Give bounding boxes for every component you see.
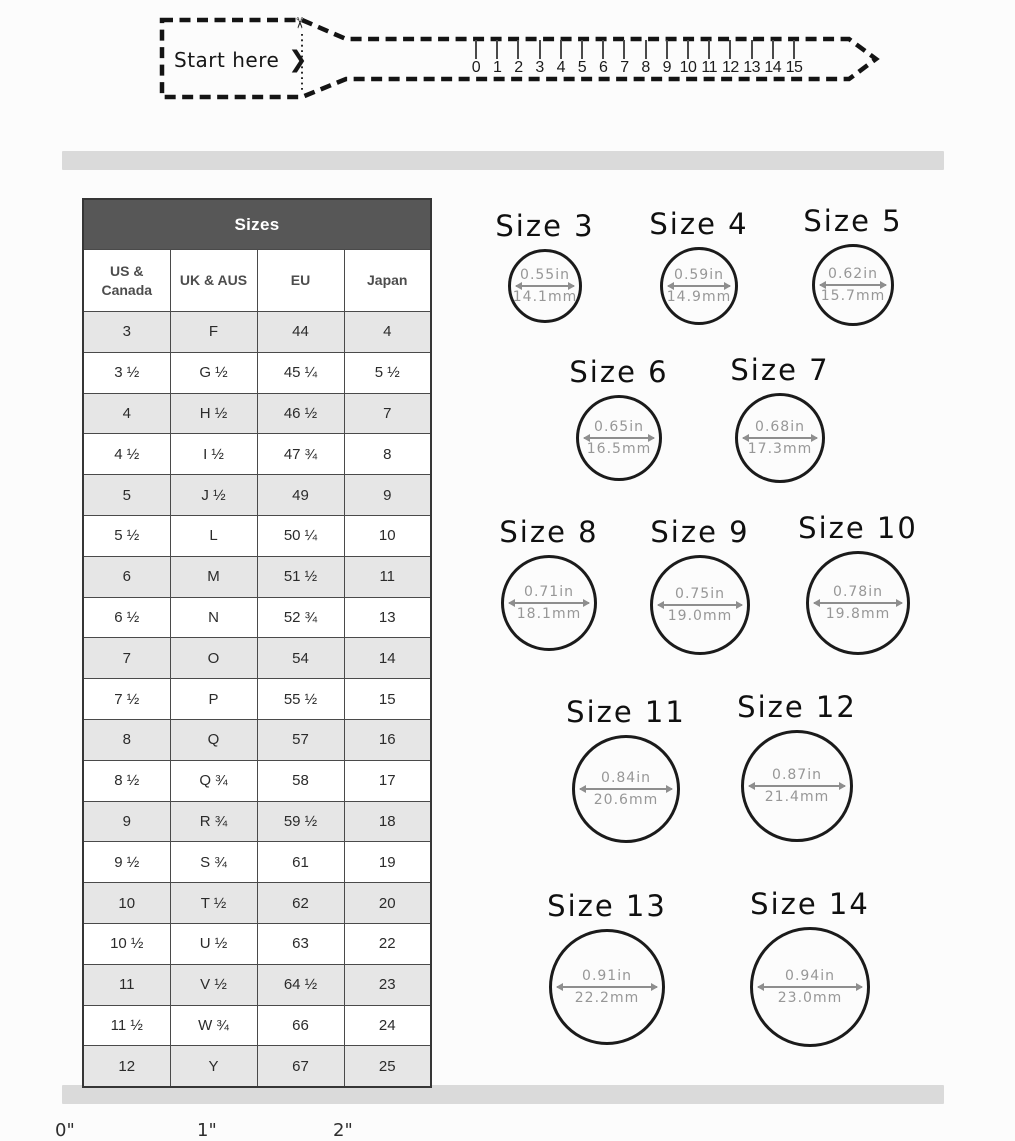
table-cell: 12	[83, 1046, 170, 1087]
table-cell: 7	[344, 393, 431, 434]
diameter-inches: 0.55in	[520, 267, 570, 284]
diameter-inches: 0.59in	[674, 267, 724, 284]
ring-circle	[549, 929, 665, 1045]
diameter-inches: 0.68in	[755, 419, 805, 436]
table-cell: 67	[257, 1046, 344, 1087]
table-cell: 55 ½	[257, 679, 344, 720]
table-cell: 63	[257, 923, 344, 964]
table-cell: 4 ½	[83, 434, 170, 475]
diameter-mm: 19.0mm	[667, 607, 733, 624]
ring-circle	[735, 393, 825, 483]
table-cell: 4	[83, 393, 170, 434]
ring-size-title: Size 4	[649, 207, 749, 241]
ring-size-title: Size 6	[569, 355, 669, 389]
ring-circle	[741, 730, 853, 842]
table-cell: 58	[257, 760, 344, 801]
table-cell: 6 ½	[83, 597, 170, 638]
diameter-mm: 16.5mm	[586, 440, 652, 457]
divider-bar-top	[62, 151, 944, 170]
ruler-tick	[729, 40, 731, 59]
table-row	[83, 352, 431, 393]
diameter-inches: 0.94in	[785, 968, 835, 985]
diameter-inches: 0.91in	[582, 968, 632, 985]
ruler-number: 8	[641, 59, 650, 76]
table-row	[83, 515, 431, 556]
table-cell: 23	[344, 964, 431, 1005]
ruler-tick	[517, 40, 519, 59]
table-cell: 61	[257, 842, 344, 883]
table-cell: 15	[344, 679, 431, 720]
ruler-number: 15	[785, 59, 803, 76]
table-title: Sizes	[83, 199, 431, 250]
table-cell: 3	[83, 312, 170, 353]
table-row	[83, 719, 431, 760]
ring-size-title: Size 8	[499, 515, 599, 549]
table-row	[83, 1005, 431, 1046]
column-header: EU	[257, 250, 344, 312]
table-row	[83, 923, 431, 964]
table-cell: O	[170, 638, 257, 679]
ruler-tick	[623, 40, 625, 59]
table-cell: 45 ¼	[257, 352, 344, 393]
ring-sizer-strip	[0, 0, 1015, 120]
diameter-mm: 18.1mm	[516, 605, 582, 622]
diameter-inches: 0.65in	[594, 419, 644, 436]
table-cell: 9	[83, 801, 170, 842]
ruler-number: 14	[764, 59, 782, 76]
table-cell: 5 ½	[83, 515, 170, 556]
table-cell: 22	[344, 923, 431, 964]
diameter-arrow	[509, 602, 589, 604]
table-cell: P	[170, 679, 257, 720]
bottom-ruler-number: 2"	[333, 1120, 353, 1141]
table-cell: 47 ¾	[257, 434, 344, 475]
diameter-mm: 17.3mm	[747, 440, 813, 457]
table-row	[83, 883, 431, 924]
ruler-number: 12	[721, 59, 739, 76]
table-cell: 16	[344, 719, 431, 760]
table-cell: 20	[344, 883, 431, 924]
table-cell: 10	[344, 515, 431, 556]
ruler-tick	[687, 40, 689, 59]
table-cell: 14	[344, 638, 431, 679]
ruler-tick	[475, 40, 477, 59]
table-cell: G ½	[170, 352, 257, 393]
table-row	[83, 760, 431, 801]
table-cell: 49	[257, 475, 344, 516]
ruler-tick	[708, 40, 710, 59]
ring-circle	[812, 244, 894, 326]
table-cell: 51 ½	[257, 556, 344, 597]
table-cell: T ½	[170, 883, 257, 924]
table-cell: J ½	[170, 475, 257, 516]
table-cell: 8	[83, 719, 170, 760]
table-row	[83, 842, 431, 883]
table-row	[83, 679, 431, 720]
ruler-number: 4	[556, 59, 565, 76]
table-cell: 8	[344, 434, 431, 475]
table-cell: 6	[83, 556, 170, 597]
column-header: Japan	[344, 250, 431, 312]
ruler-number: 2	[514, 59, 523, 76]
diameter-mm: 19.8mm	[825, 605, 891, 622]
table-cell: S ¾	[170, 842, 257, 883]
table-cell: 25	[344, 1046, 431, 1087]
table-cell: 7	[83, 638, 170, 679]
table-cell: 5	[83, 475, 170, 516]
ruler-tick	[602, 40, 604, 59]
table-row	[83, 801, 431, 842]
table-cell: Q ¾	[170, 760, 257, 801]
table-cell: F	[170, 312, 257, 353]
table-cell: 10 ½	[83, 923, 170, 964]
ring-size-title: Size 11	[566, 695, 686, 729]
table-cell: M	[170, 556, 257, 597]
table-cell: 9	[344, 475, 431, 516]
table-cell: 11	[344, 556, 431, 597]
table-cell: W ¾	[170, 1005, 257, 1046]
table-cell: 10	[83, 883, 170, 924]
table-cell: R ¾	[170, 801, 257, 842]
ruler-number: 11	[701, 59, 717, 76]
table-cell: 44	[257, 312, 344, 353]
table-cell: 18	[344, 801, 431, 842]
table-cell: N	[170, 597, 257, 638]
diameter-arrow	[658, 604, 742, 606]
table-cell: 11 ½	[83, 1005, 170, 1046]
diameter-mm: 23.0mm	[777, 989, 843, 1006]
ring-size-title: Size 5	[803, 204, 903, 238]
ring-size-title: Size 3	[495, 209, 595, 243]
diameter-mm: 21.4mm	[764, 788, 830, 805]
table-row	[83, 434, 431, 475]
table-row	[83, 964, 431, 1005]
ring-circle	[576, 395, 662, 481]
table-row	[83, 638, 431, 679]
diameter-inches: 0.84in	[601, 770, 651, 787]
table-cell: 57	[257, 719, 344, 760]
bottom-ruler-number: 1"	[197, 1120, 217, 1141]
table-cell: 11	[83, 964, 170, 1005]
table-cell: V ½	[170, 964, 257, 1005]
diameter-arrow	[743, 437, 817, 439]
ring-size-title: Size 14	[750, 887, 870, 921]
table-cell: Q	[170, 719, 257, 760]
diameter-mm: 20.6mm	[593, 791, 659, 808]
size-conversion-table	[82, 198, 432, 1088]
table-cell: 64 ½	[257, 964, 344, 1005]
ruler-number: 1	[492, 59, 502, 76]
ring-circle	[508, 249, 582, 323]
ruler-tick	[560, 40, 562, 59]
table-cell: 24	[344, 1005, 431, 1046]
ruler-number: 3	[535, 59, 544, 76]
chevron-right-icon: ❯	[288, 46, 309, 73]
ruler-number: 6	[598, 59, 608, 76]
table-cell: 50 ¼	[257, 515, 344, 556]
table-cell: 66	[257, 1005, 344, 1046]
column-header: US & Canada	[83, 250, 170, 312]
diameter-inches: 0.62in	[828, 266, 878, 283]
table-cell: 59 ½	[257, 801, 344, 842]
table-cell: H ½	[170, 393, 257, 434]
column-header: UK & AUS	[170, 250, 257, 312]
ring-circle	[806, 551, 910, 655]
diameter-arrow	[516, 285, 574, 287]
table-cell: 13	[344, 597, 431, 638]
table-cell: 19	[344, 842, 431, 883]
start-here-text: Start here	[174, 48, 280, 72]
diameter-arrow	[758, 986, 862, 988]
table-row	[83, 475, 431, 516]
ring-size-title: Size 13	[547, 889, 667, 923]
ruler-tick	[793, 40, 795, 59]
ruler-number: 7	[620, 59, 629, 76]
diameter-arrow	[584, 437, 654, 439]
ruler-number: 9	[662, 59, 671, 76]
ruler-tick	[645, 40, 647, 59]
ring-circle	[650, 555, 750, 655]
ruler-tick	[581, 40, 583, 59]
ruler-tick	[666, 40, 668, 59]
ruler-number: 0	[471, 59, 481, 76]
table-cell: I ½	[170, 434, 257, 475]
ruler-number: 5	[577, 59, 587, 76]
bottom-ruler-number: 0"	[55, 1120, 75, 1141]
table-cell: 4	[344, 312, 431, 353]
table-row	[83, 1046, 431, 1087]
table-cell: 52 ¾	[257, 597, 344, 638]
table-cell: 3 ½	[83, 352, 170, 393]
diameter-mm: 14.9mm	[666, 288, 732, 305]
ring-circle	[660, 247, 738, 325]
diameter-inches: 0.87in	[772, 767, 822, 784]
table-cell: L	[170, 515, 257, 556]
diameter-inches: 0.75in	[675, 586, 725, 603]
start-here-label	[174, 45, 308, 75]
table-cell: 9 ½	[83, 842, 170, 883]
ring-size-title: Size 10	[798, 511, 918, 545]
table-row	[83, 556, 431, 597]
diameter-mm: 14.1mm	[512, 288, 578, 305]
diameter-arrow	[749, 785, 845, 787]
table-row	[83, 312, 431, 353]
ring-size-title: Size 9	[650, 515, 750, 549]
ring-circle	[572, 735, 680, 843]
table-cell: 5 ½	[344, 352, 431, 393]
ring-size-title: Size 12	[737, 690, 857, 724]
ruler-tick	[496, 40, 498, 59]
ruler-number: 10	[679, 59, 697, 76]
table-cell: 17	[344, 760, 431, 801]
diameter-inches: 0.78in	[833, 584, 883, 601]
table-cell: Y	[170, 1046, 257, 1087]
table-cell: 62	[257, 883, 344, 924]
diameter-mm: 15.7mm	[820, 287, 886, 304]
diameter-arrow	[820, 284, 886, 286]
ruler-tick	[772, 40, 774, 59]
ruler-tick	[539, 40, 541, 59]
ring-size-title: Size 7	[730, 353, 830, 387]
table-cell: 46 ½	[257, 393, 344, 434]
diameter-mm: 22.2mm	[574, 989, 640, 1006]
table-cell: 8 ½	[83, 760, 170, 801]
diameter-arrow	[814, 602, 902, 604]
ruler-tick	[751, 40, 753, 59]
table-cell: 54	[257, 638, 344, 679]
table-cell: 7 ½	[83, 679, 170, 720]
table-row	[83, 597, 431, 638]
ring-circle	[750, 927, 870, 1047]
diameter-arrow	[668, 285, 730, 287]
table-row	[83, 393, 431, 434]
table-column-headers	[83, 250, 431, 312]
ruler-number: 13	[743, 59, 760, 76]
scissors-icon: ✂	[290, 16, 308, 30]
table-cell: U ½	[170, 923, 257, 964]
diameter-arrow	[557, 986, 657, 988]
diameter-arrow	[580, 788, 672, 790]
diameter-inches: 0.71in	[524, 584, 574, 601]
ring-circle	[501, 555, 597, 651]
